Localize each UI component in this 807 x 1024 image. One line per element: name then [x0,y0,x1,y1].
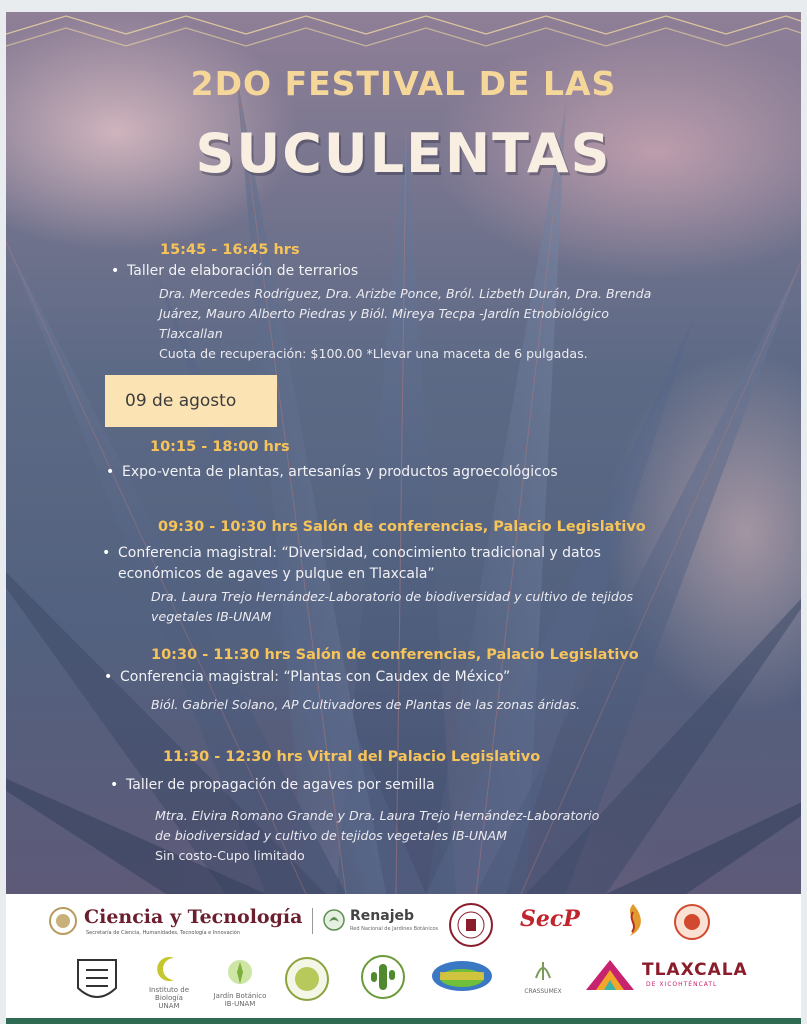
date-label: 09 de agosto [105,375,277,427]
jardin-label: Jardín Botánico IB-UNAM [213,992,267,1008]
session-detail [159,284,651,364]
detail-line: de biodiversidad y cultivo de tejidos vegetales IB-UNAM [155,828,507,843]
detail-line: Mtra. Elvira Romano Grande y Dra. Laura Trejo Hernández-Laboratorio [155,808,600,823]
botanical-society-seal-icon [284,956,330,1002]
session-note: Sin costo-Cupo limitado [155,848,305,863]
crassumex-label: CRASSUMEX [524,988,562,995]
ciencia-tecnologia-logo: Ciencia y Tecnología [84,906,303,928]
renajeb-sub: Red Nacional de Jardines Botánicos [350,926,439,932]
crassumex-icon [528,954,558,984]
session-time: 15:45 - 16:45 hrs [160,242,300,258]
zigzag-decoration [6,12,801,72]
ciencia-sub: Secretaría de Ciencia, Humanidades, Tecnología e Innovación [86,930,241,936]
session-detail [151,587,633,627]
secp-logo: SecP [520,906,580,932]
session-activity: • Expo-venta de plantas, artesanías y productos agroecológicos [122,462,558,483]
cactus-circle-icon [360,954,406,1000]
tlaxcala-emblem-icon [584,956,636,992]
divider [312,908,313,934]
tlaxcala-logo: TLAXCALA [642,960,748,980]
jardin-botanico-icon [220,956,260,990]
detail-line: Dra. Mercedes Rodríguez, Dra. Arizbe Ponce, Bról. Lizbeth Durán, Dra. Brenda [159,286,652,301]
session-time: 11:30 - 12:30 hrs Vitral del Palacio Legislativo [163,749,541,765]
festival-title-line1: 2DO FESTIVAL DE LAS [190,64,617,103]
session-activity: • Conferencia magistral: “Plantas con Caudex de México” [120,667,510,688]
renajeb-logo: Renajeb [350,908,415,924]
ccb-flame-icon [618,902,648,942]
tlaxcala-sub: DE XICOHTÉNCATL [646,981,718,988]
unam-shield-icon [72,956,122,1008]
jardin-tlaxcallan-icon [672,902,712,942]
detail-line: Dra. Laura Trejo Hernández-Laboratorio de biodiversidad y cultivo de tejidos [151,589,634,604]
detail-line: Juárez, Mauro Alberto Piedras y Biól. Mireya Tecpa -Jardín Etnobiológico [159,306,609,321]
sponsor-footer [6,894,801,1018]
poster [6,12,801,894]
session-note: Cuota de recuperación: $100.00 *Llevar una maceta de 6 pulgadas. [159,346,588,361]
detail-line: vegetales IB-UNAM [151,609,272,624]
session-time: 09:30 - 10:30 hrs Salón de conferencias, Palacio Legislativo [158,519,646,535]
renajeb-leaf-icon [322,908,346,932]
instituto-moon-icon [154,954,184,984]
instituto-label: Instituto de Biología UNAM [148,986,190,1010]
festival-title-line2: SUCULENTAS [195,122,612,185]
session-detail: Biól. Gabriel Solano, AP Cultivadores de Plantas de las zonas áridas. [151,697,581,712]
session-time: 10:30 - 11:30 hrs Salón de conferencias, Palacio Legislativo [151,647,639,663]
mexico-seal-icon [48,906,78,936]
session-activity [118,543,601,585]
mammillaria-logo-icon [430,958,494,994]
detail-line: Tlaxcallan [159,326,223,341]
footer-bar [6,1018,801,1024]
session-time: 10:15 - 18:00 hrs [150,439,290,455]
session-activity: • Taller de elaboración de terrarios [127,261,358,282]
university-seal-icon [448,902,494,948]
session-activity: • Taller de propagación de agaves por semilla [126,775,435,796]
session-detail [155,806,599,866]
activity-line: económicos de agaves y pulque en Tlaxcala” [118,566,435,582]
activity-line: • Conferencia magistral: “Diversidad, conocimiento tradicional y datos [118,545,601,561]
